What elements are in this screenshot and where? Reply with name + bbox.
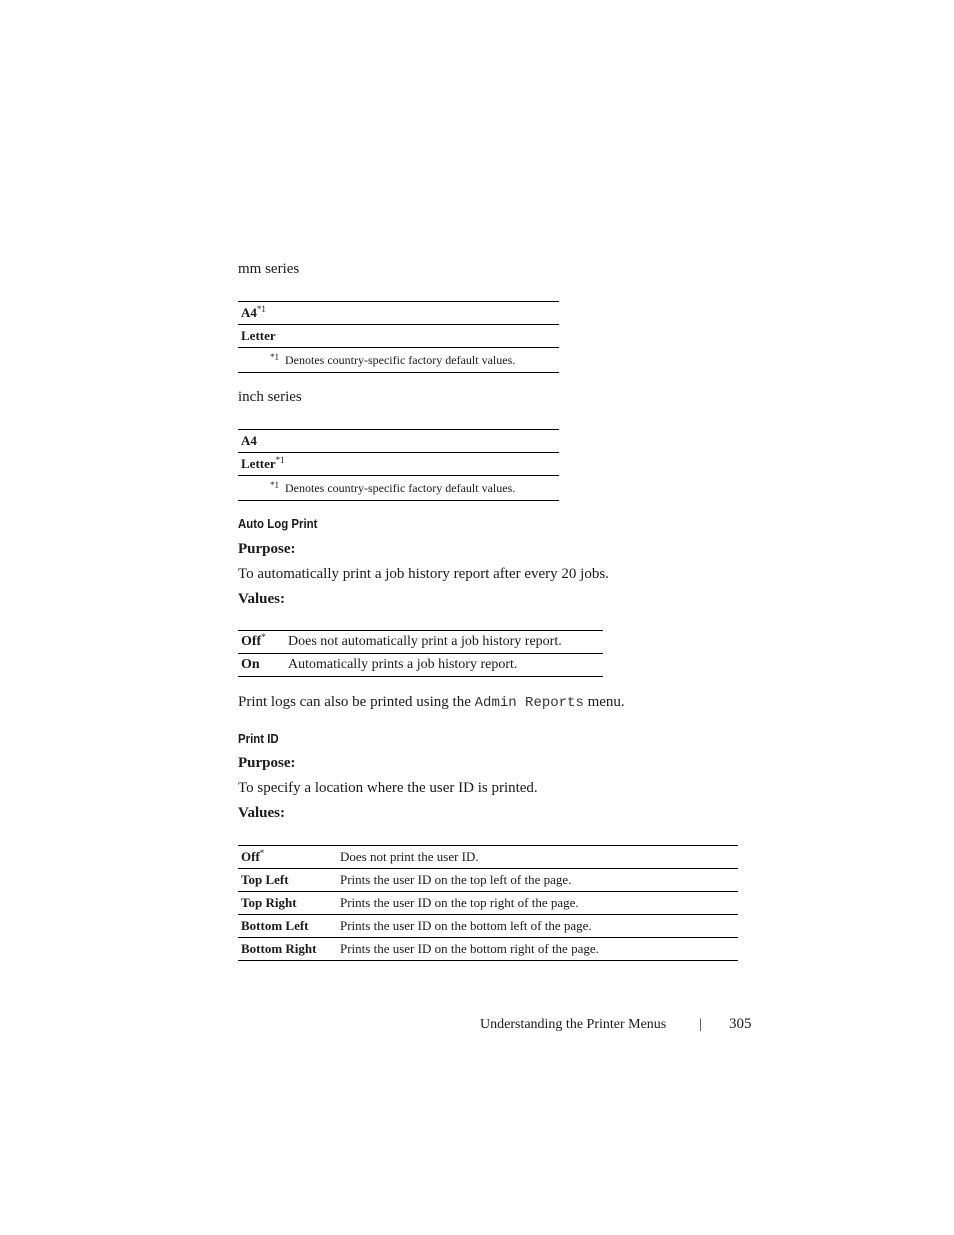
default-marker: * bbox=[261, 632, 266, 642]
table-row bbox=[238, 892, 738, 915]
option-name: Bottom Left bbox=[241, 918, 309, 933]
table-row bbox=[238, 869, 738, 892]
inch-series-label: inch series bbox=[238, 389, 302, 405]
table-footnote bbox=[238, 476, 559, 501]
section-heading-auto-log-print: Auto Log Print bbox=[238, 516, 318, 531]
purpose-label: Purpose: bbox=[238, 755, 296, 771]
footnote-text: Denotes country-specific factory default values. bbox=[285, 480, 516, 495]
table-row bbox=[238, 938, 738, 961]
option-name: Off bbox=[241, 849, 260, 864]
admin-reports-menu-name: Admin Reports bbox=[474, 695, 584, 711]
option-description: Does not automatically print a job history report. bbox=[285, 631, 603, 654]
footnote-marker: *1 bbox=[270, 479, 279, 490]
table-row bbox=[238, 631, 603, 654]
auto-log-print-values-table bbox=[238, 630, 603, 677]
footer-section-title: Understanding the Printer Menus bbox=[480, 1017, 667, 1032]
values-label: Values: bbox=[238, 805, 285, 821]
footnote-marker: *1 bbox=[270, 351, 279, 362]
inch-series-table bbox=[238, 429, 559, 501]
table-footnote bbox=[238, 348, 559, 373]
purpose-text: To specify a location where the user ID is printed. bbox=[238, 780, 538, 796]
option-name: A4 bbox=[241, 433, 257, 448]
table-row bbox=[238, 453, 559, 476]
table-row bbox=[238, 430, 559, 453]
option-name: Bottom Right bbox=[241, 941, 317, 956]
print-id-values-table bbox=[238, 845, 738, 961]
option-name: Top Right bbox=[241, 895, 297, 910]
footnote-marker: *1 bbox=[256, 304, 266, 314]
table-row bbox=[238, 654, 603, 677]
mm-series-label: mm series bbox=[238, 261, 300, 277]
table-row bbox=[238, 846, 738, 869]
option-description: Prints the user ID on the top right of the page. bbox=[337, 892, 738, 915]
purpose-label: Purpose: bbox=[238, 541, 296, 557]
default-marker: * bbox=[259, 848, 265, 858]
footer-separator: | bbox=[699, 1017, 702, 1032]
table-row bbox=[238, 915, 738, 938]
option-name: Top Left bbox=[241, 872, 289, 887]
footnote-marker: *1 bbox=[275, 455, 285, 465]
option-description: Prints the user ID on the top left of the page. bbox=[337, 869, 738, 892]
table-row bbox=[238, 325, 559, 348]
option-name: Letter bbox=[241, 328, 276, 343]
section-heading-print-id: Print ID bbox=[238, 731, 279, 746]
mm-series-table bbox=[238, 301, 559, 373]
option-name: A4 bbox=[241, 305, 257, 320]
option-name: Letter bbox=[241, 456, 276, 471]
option-name: On bbox=[241, 657, 260, 672]
option-name: Off bbox=[241, 634, 262, 649]
values-label: Values: bbox=[238, 591, 285, 607]
page-number: 305 bbox=[729, 1016, 752, 1032]
option-description: Prints the user ID on the bottom right of the page. bbox=[337, 938, 738, 961]
table-row bbox=[238, 302, 559, 325]
purpose-text: To automatically print a job history report after every 20 jobs. bbox=[238, 566, 609, 582]
print-logs-note: Print logs can also be printed using the Admin Reports menu. bbox=[238, 694, 625, 711]
option-description: Does not print the user ID. bbox=[337, 846, 738, 869]
footnote-text: Denotes country-specific factory default values. bbox=[285, 352, 516, 367]
option-description: Prints the user ID on the bottom left of the page. bbox=[337, 915, 738, 938]
option-description: Automatically prints a job history report. bbox=[285, 654, 603, 677]
